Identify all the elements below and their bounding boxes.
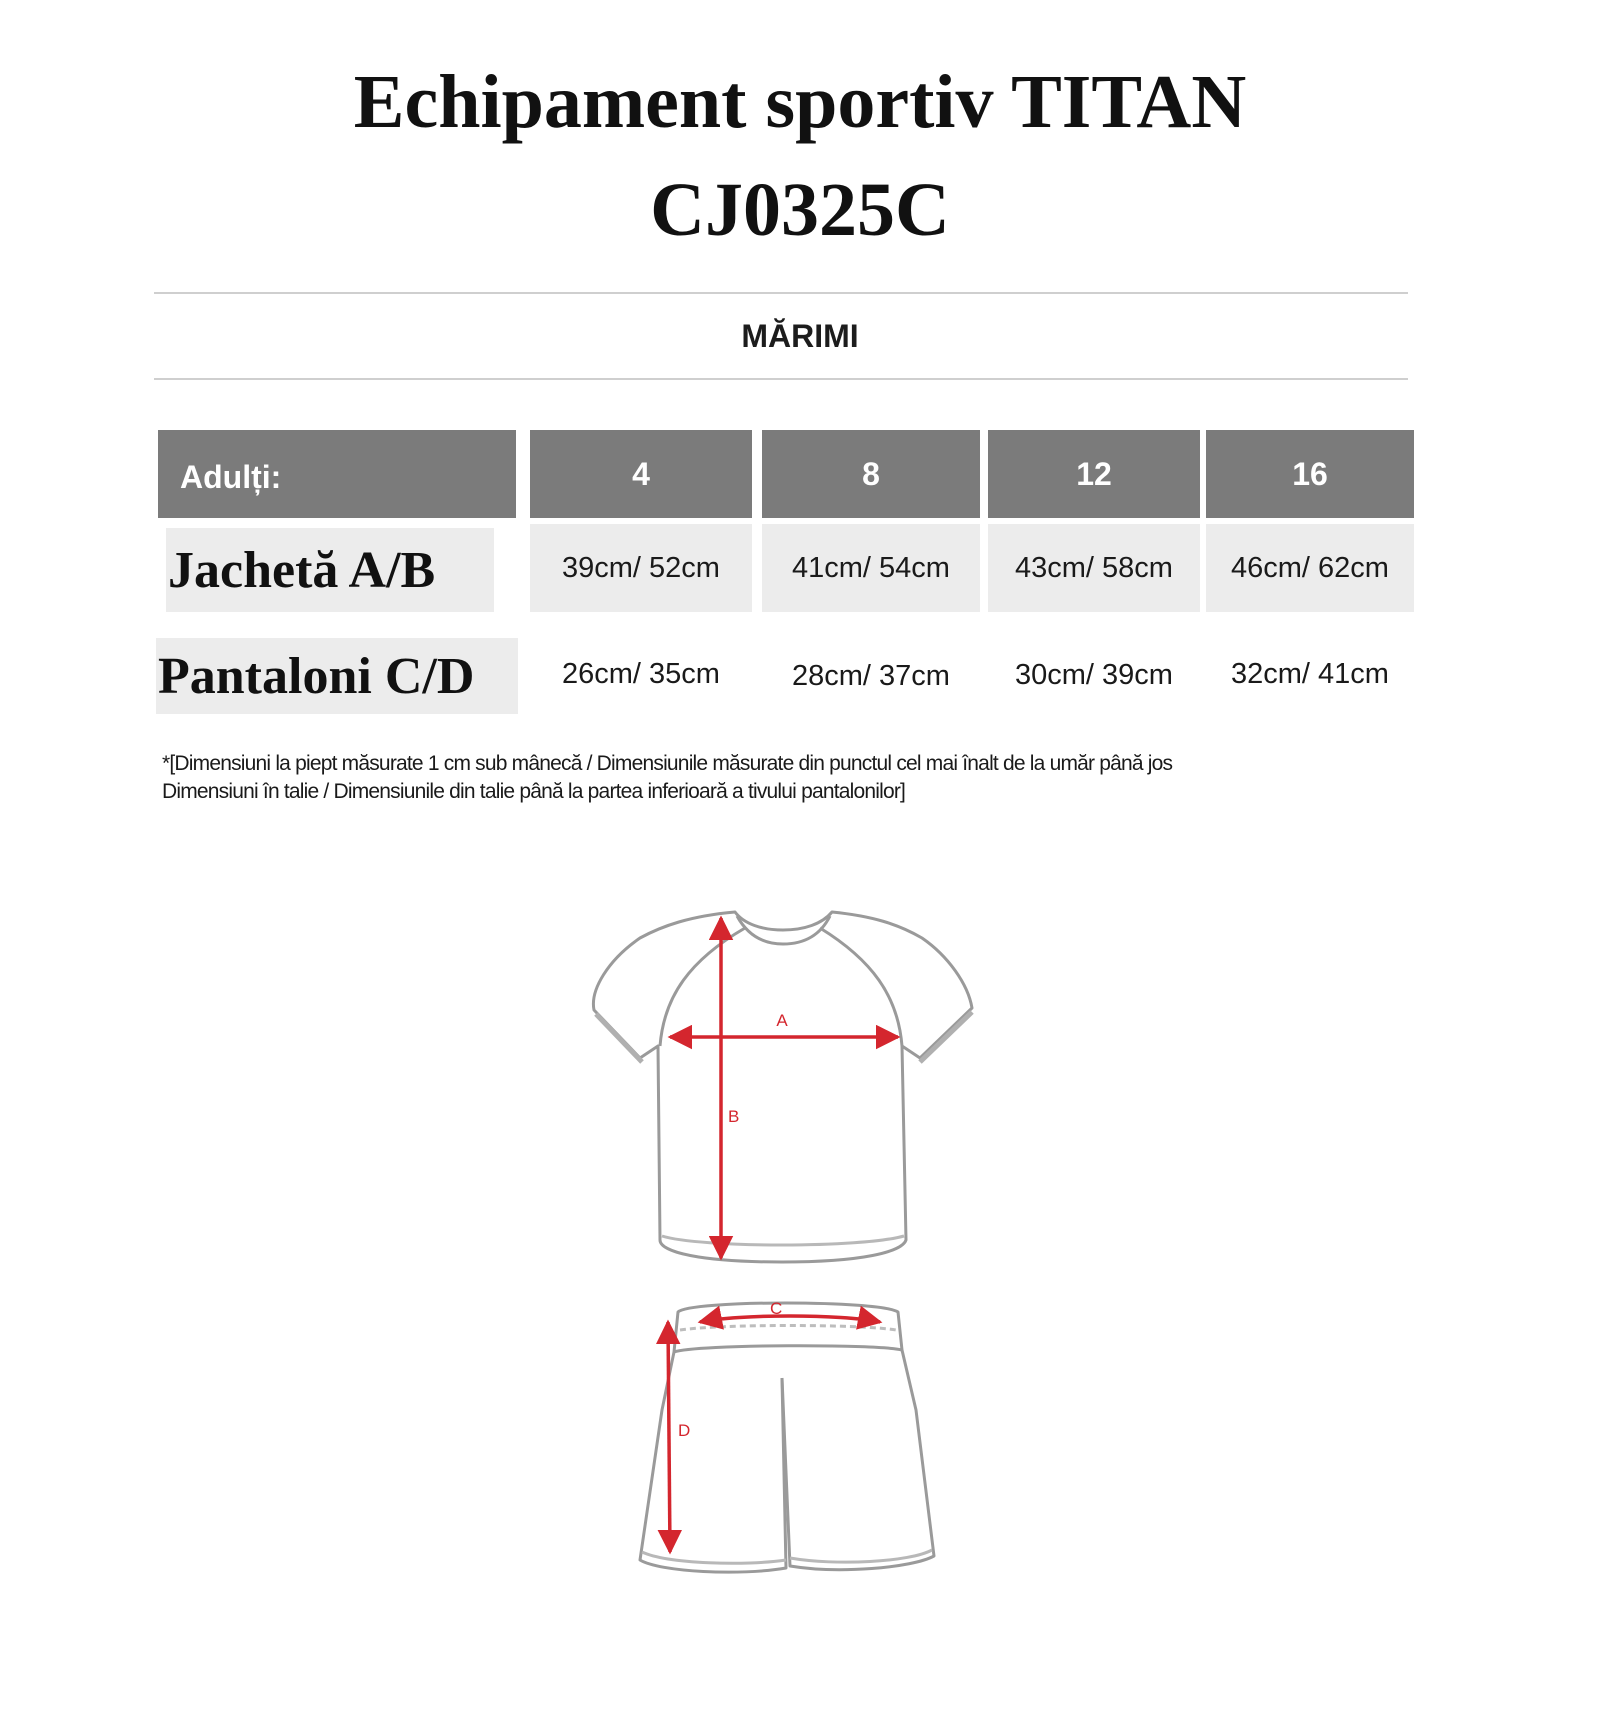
table-cell: 28cm/ 37cm (792, 659, 950, 692)
measure-line-c (700, 1316, 880, 1322)
label-c: C (770, 1299, 783, 1318)
title-line-2: CJ0325C (650, 168, 950, 252)
table-header-size-8: 8 (762, 430, 980, 518)
note-line-2: Dimensiuni în talie / Dimensiunile din talie până la partea inferioară a tivului pantalonilor] (162, 780, 906, 803)
row-label-pants: Pantaloni C/D (156, 638, 518, 714)
table-cell: 46cm/ 62cm (1206, 524, 1414, 612)
title-line-1: Echipament sportiv TITAN (353, 60, 1247, 144)
table-cell: 32cm/ 41cm (1231, 657, 1389, 690)
label-d: D (678, 1421, 691, 1440)
label-a: A (776, 1011, 788, 1030)
row-label-jacket: Jachetă A/B (166, 528, 494, 612)
table-cell: 26cm/ 35cm (562, 657, 720, 690)
section-title: MĂRIMI (741, 318, 859, 354)
table-header-size-16: 16 (1206, 430, 1414, 518)
table-cell: 30cm/ 39cm (1015, 658, 1173, 691)
label-b: B (728, 1107, 740, 1126)
note-line-1: *[Dimensiuni la piept măsurate 1 cm sub mânecă / Dimensiunile măsurate din punctul cel mai înalt de la umăr până jos (162, 752, 1173, 775)
table-cell: 43cm/ 58cm (988, 524, 1200, 612)
table-header-size-12: 12 (988, 430, 1200, 518)
table-cell: 39cm/ 52cm (530, 524, 752, 612)
tshirt-outline (593, 912, 972, 1262)
table-cell: 41cm/ 54cm (762, 524, 980, 612)
table-header-label: Adulți: (158, 430, 516, 518)
table-header-size-4: 4 (530, 430, 752, 518)
measure-line-d (668, 1322, 670, 1552)
